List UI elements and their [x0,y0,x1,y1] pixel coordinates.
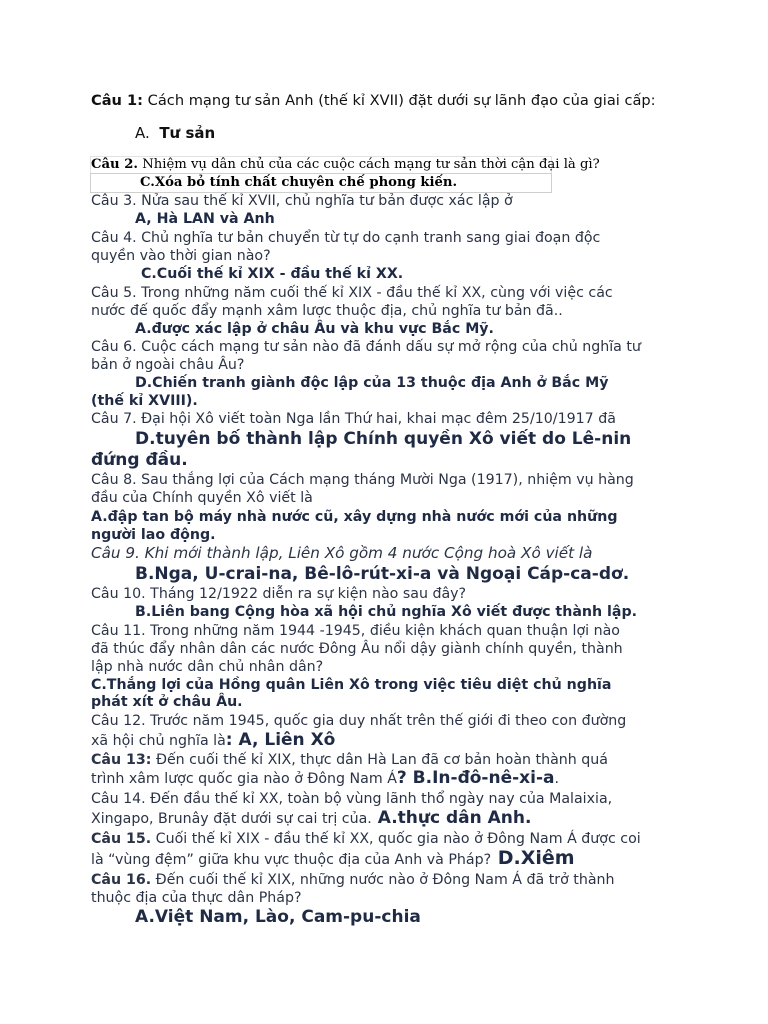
answer-2: C.Xóa bỏ tính chất chuyên chế phong kiến. [140,175,458,190]
answer-12: : A, Liên Xô [225,730,336,750]
question-10: Câu 10. Tháng 12/1922 diễn ra sự kiện nào sau đây? [91,586,467,602]
answer-16: A.Việt Nam, Lào, Cam-pu-chia [135,907,421,927]
answer-1-text: Tư sản [159,124,216,142]
question-2-text: Nhiệm vụ dân chủ của các cuộc cách mạng tư sản thời cận đại là gì? [138,157,600,172]
question-16-label: Câu 16. [91,872,152,888]
question-15-text: Cuối thế kỉ XIX - đầu thế kỉ XX, quốc gia nào ở Đông Nam Á được coi [151,831,641,847]
answer-3: A, Hà LAN và Anh [135,211,275,227]
question-5-line-2: nước đế quốc đẩy mạnh xâm lược thuộc địa, chủ nghĩa tư bản đã.. [91,303,563,319]
answer-15: D.Xiêm [491,847,575,869]
question-15-text-2: là “vùng đệm” giữa khu vực thuộc địa của Anh và Pháp? [91,852,492,868]
question-13-line-1 [91,751,608,769]
question-12-line-1: Câu 12. Trước năm 1945, quốc gia duy nhất trên thế giới đi theo con đường [91,713,627,729]
question-5-line-1: Câu 5. Trong những năm cuối thế kỉ XIX - đầu thế kỉ XX, cùng với việc các [91,285,613,301]
answer-1-prefix: A. [135,124,150,142]
question-13-label: Câu 13: [91,752,152,768]
question-13-line-2 [91,769,559,788]
answer-1 [135,124,215,142]
answer-6-line-1: D.Chiến tranh giành độc lập của 13 thuộc địa Anh ở Bắc Mỹ [135,375,609,391]
answer-13: ? B.In-đô-nê-xi-a [396,768,555,788]
question-11-line-2: đã thúc đẩy nhân dân các nước Đông Âu nổi dậy giành chính quyền, thành [91,641,623,657]
question-16-text: Đến cuối thế kỉ XIX, những nước nào ở Đông Nam Á đã trở thành [151,872,615,888]
question-1-text: Cách mạng tư sản Anh (thế kỉ XVII) đặt dưới sự lãnh đạo của giai cấp: [143,92,656,109]
answer-14: A.thực dân Anh. [371,808,532,828]
answer-11-line-2: phát xít ở châu Âu. [91,694,243,710]
answer-4: C.Cuối thế kỉ XIX - đầu thế kỉ XX. [141,266,404,282]
question-9: Câu 9. Khi mới thành lập, Liên Xô gồm 4 nước Cộng hoà Xô viết là [91,544,593,562]
question-12-text: xã hội chủ nghĩa là [91,733,226,749]
answer-8-line-2: người lao động. [91,527,216,543]
question-12-line-2 [91,731,335,750]
question-4-line-2: quyền vào thời gian nào? [91,248,271,264]
question-4-line-1: Câu 4. Chủ nghĩa tư bản chuyển từ tự do cạnh tranh sang giai đoạn độc [91,230,601,246]
question-3: Câu 3. Nửa sau thế kỉ XVII, chủ nghĩa tư bản được xác lập ở [91,193,513,209]
answer-13-tail: . [554,771,560,787]
question-16-line-2: thuộc địa của thực dân Pháp? [91,890,302,906]
answer-7-line-1: D.tuyên bố thành lập Chính quyền Xô viết do Lê-nin [135,429,632,449]
question-11-line-3: lập nhà nước dân chủ nhân dân? [91,659,324,675]
question-15-line-2 [91,849,575,869]
question-13-text: Đến cuối thế kỉ XIX, thực dân Hà Lan đã cơ bản hoàn thành quá [151,752,608,768]
question-1 [91,92,656,110]
question-6-line-1: Câu 6. Cuộc cách mạng tư sản nào đã đánh dấu sự mở rộng của chủ nghĩa tư [91,339,641,355]
question-8-line-1: Câu 8. Sau thắng lợi của Cách mạng tháng Mười Nga (1917), nhiệm vụ hàng [91,472,634,488]
question-15-label: Câu 15. [91,831,152,847]
question-14-line-1: Câu 14. Đến đầu thế kỉ XX, toàn bộ vùng lãnh thổ ngày nay của Malaixia, [91,791,613,807]
question-2 [91,157,600,172]
question-7: Câu 7. Đại hội Xô viết toàn Nga lần Thứ hai, khai mạc đêm 25/10/1917 đã [91,411,616,427]
answer-11-line-1: C.Thắng lợi của Hồng quân Liên Xô trong việc tiêu diệt chủ nghĩa [91,677,612,693]
answer-6-line-2: (thế kỉ XVIII). [91,393,198,409]
answer-5: A.được xác lập ở châu Âu và khu vực Bắc Mỹ. [135,321,494,337]
answer-7-line-2: đứng đầu. [91,450,188,470]
question-1-label: Câu 1: [91,92,144,109]
question-11-line-1: Câu 11. Trong những năm 1944 -1945, điều kiện khách quan thuận lợi nào [91,623,620,639]
question-2-label: Câu 2. [91,157,138,172]
answer-9: B.Nga, U-crai-na, Bê-lô-rút-xi-a và Ngoại Cáp-ca-dơ. [135,564,630,584]
question-14-text-2: Xingapo, Brunây đặt dưới sự cai trị của. [91,811,372,827]
question-16-line-1 [91,871,615,889]
question-13-text-2: trình xâm lược quốc gia nào ở Đông Nam Á [91,771,397,787]
question-6-line-2: bản ở ngoài châu Âu? [91,357,245,373]
answer-8-line-1: A.đập tan bộ máy nhà nước cũ, xây dựng nhà nước mới của những [91,509,618,525]
answer-10: B.Liên bang Cộng hòa xã hội chủ nghĩa Xô viết được thành lập. [135,604,638,620]
question-8-line-2: đầu của Chính quyền Xô viết là [91,490,313,506]
question-15-line-1 [91,830,641,848]
question-14-line-2 [91,809,531,828]
